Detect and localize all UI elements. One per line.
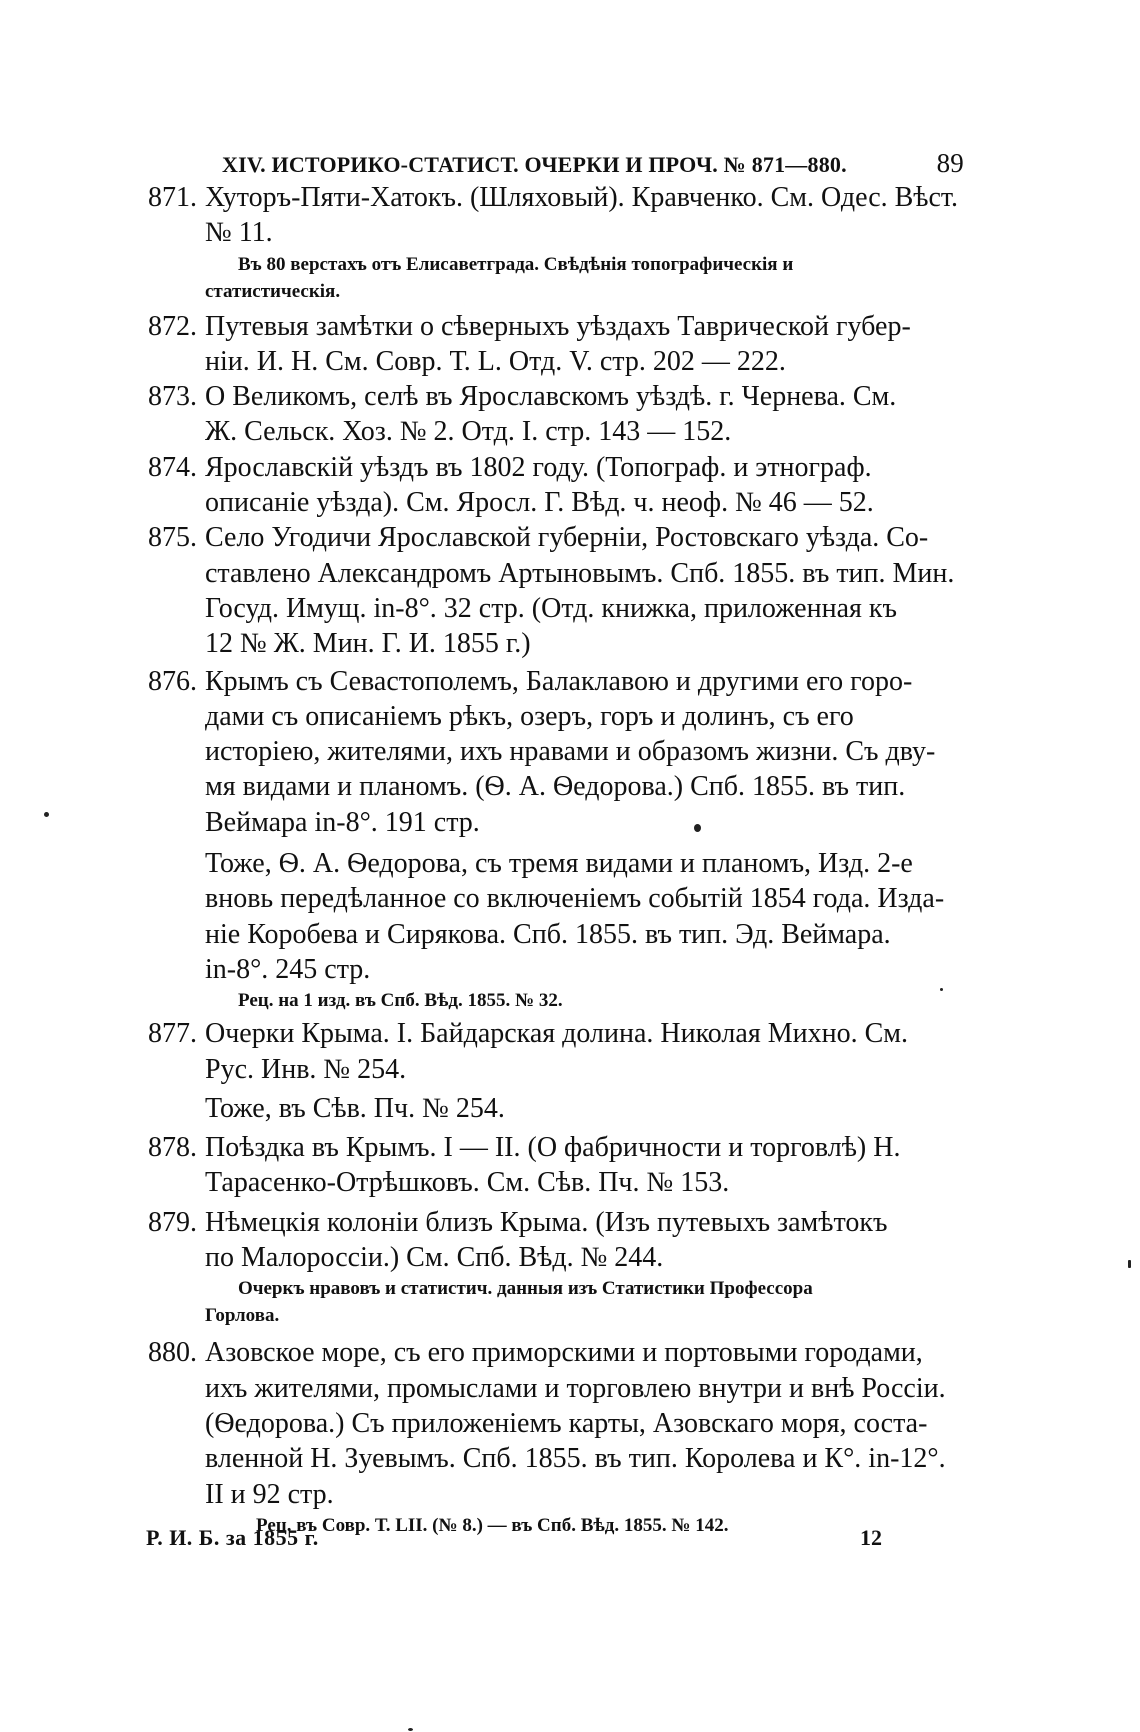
entry-line: по Малороссіи.) См. Спб. Вѣд. № 244.: [205, 1242, 664, 1274]
entry-line: дами съ описаніемъ рѣкъ, озеръ, горъ и долинъ, съ его: [205, 700, 854, 732]
entry-line: ихъ жителями, промыслами и торговлею внутри и внѣ Россіи.: [205, 1372, 946, 1404]
entry-873: [0, 379, 1140, 450]
entry-number: 872.: [148, 310, 197, 342]
entry-number: 879.: [148, 1206, 197, 1238]
entry-number: 878.: [148, 1132, 197, 1164]
running-header: [222, 146, 964, 182]
entry-line: Рус. Инв. № 254.: [205, 1053, 407, 1085]
entry-number: 876.: [148, 665, 197, 697]
entry-subline: вновь передѣланное со включеніемъ событій 1854 года. Изда-: [205, 883, 945, 915]
entry-subline: Тоже, Ѳ. А. Ѳедорова, съ тремя видами и планомъ, Изд. 2-е: [205, 848, 913, 880]
footer-sheet-number: 12: [860, 1525, 882, 1550]
entry-number: 877.: [148, 1018, 197, 1050]
page-number: 89: [936, 148, 964, 178]
entry-note: Рец. въ Совр. Т. LII. (№ 8.) — въ Спб. Вѣд. 1855. № 142.: [256, 1514, 729, 1536]
print-speck: [1128, 1260, 1131, 1268]
entries-list: [0, 180, 1140, 1539]
entry-879: [0, 1205, 1140, 1330]
footer-signature: Р. И. Б. за 1855 г.: [146, 1525, 319, 1550]
entry-line: исторіею, жителями, ихъ нравами и образомъ жизни. Съ дву-: [205, 736, 936, 768]
entry-line: Веймара in-8°. 191 стр.: [205, 806, 480, 838]
print-speck: [408, 1728, 413, 1731]
entry-note: Въ 80 верстахъ отъ Елисаветграда. Свѣдѣнія топографическія и: [238, 253, 794, 275]
entry-line: Крымъ съ Севастополемъ, Балаклавою и другими его горо-: [205, 665, 913, 697]
entry-subline: Тоже, въ Сѣв. Пч. № 254.: [205, 1092, 505, 1124]
entry-line: Ж. Сельск. Хоз. № 2. Отд. I. стр. 143 — 152.: [205, 416, 732, 448]
print-speck: [694, 824, 701, 832]
entry-876: [0, 664, 1140, 1015]
entry-line: описаніе уѣзда). См. Яросл. Г. Вѣд. ч. неоф. № 46 — 52.: [205, 487, 874, 519]
entry-line: Ярославскій уѣздъ въ 1802 году. (Топограф. и этнограф.: [205, 451, 872, 483]
entry-note: статистическія.: [205, 280, 341, 302]
entry-number: 871.: [148, 182, 197, 213]
entry-number: 874.: [148, 451, 197, 483]
entry-line: Поѣздка въ Крымъ. I — II. (О фабричности и торговлѣ) Н.: [205, 1132, 901, 1164]
entry-number: 873.: [148, 381, 197, 413]
entry-line: Нѣмецкія колоніи близъ Крыма. (Изъ путевыхъ замѣтокъ: [205, 1206, 888, 1238]
entry-line: II и 92 стр.: [205, 1478, 334, 1510]
entry-line: Очерки Крыма. I. Байдарская долина. Николая Михно. См.: [205, 1018, 908, 1050]
entry-880: [0, 1335, 1140, 1538]
entry-line: мя видами и планомъ. (Ѳ. А. Ѳедорова.) Спб. 1855. въ тип.: [205, 771, 906, 803]
entry-number: 880.: [148, 1337, 197, 1369]
entry-note: Горлова.: [205, 1305, 280, 1327]
entry-line: № 11.: [205, 217, 273, 249]
entry-line: Тарасенко-Отрѣшковъ. См. Сѣв. Пч. № 153.: [205, 1167, 730, 1199]
entry-line: ставлено Александромъ Артыновымъ. Спб. 1855. въ тип. Мин.: [205, 557, 955, 589]
entry-877: [0, 1016, 1140, 1126]
entry-line: 12 № Ж. Мин. Г. И. 1855 г.): [205, 628, 531, 660]
entry-line: Хуторъ-Пяти-Хатокъ. (Шляховый). Кравченко. См. Одес. Вѣст.: [205, 182, 959, 213]
entry-subline: in-8°. 245 стр.: [205, 953, 371, 985]
entry-line: ніи. И. Н. См. Совр. Т. L. Отд. V. стр. 202 — 222.: [205, 345, 786, 377]
entry-871: [0, 180, 1140, 305]
entry-line: Азовское море, съ его приморскими и портовыми городами,: [205, 1337, 923, 1369]
entry-874: [0, 450, 1140, 521]
print-speck: [44, 812, 49, 817]
print-speck: [940, 988, 943, 991]
running-title: XIV. ИСТОРИКО-СТАТИСТ. ОЧЕРКИ И ПРОЧ. № 871—880.: [222, 152, 847, 177]
entry-line: (Ѳедорова.) Съ приложеніемъ карты, Азовскаго моря, соста-: [205, 1407, 928, 1439]
entry-878: [0, 1130, 1140, 1201]
entry-line: Село Угодичи Ярославской губерніи, Ростовскаго уѣзда. Со-: [205, 522, 929, 554]
entry-line: О Великомъ, селѣ въ Ярославскомъ уѣздѣ. г. Чернева. См.: [205, 381, 897, 413]
entry-note: Очеркъ нравовъ и статистич. данныя изъ Статистики Профессора: [238, 1278, 813, 1300]
entry-line: Госуд. Имущ. in-8°. 32 стр. (Отд. книжка, приложенная къ: [205, 592, 897, 624]
entry-875: [0, 520, 1140, 661]
entry-number: 875.: [148, 522, 197, 554]
entry-872: [0, 309, 1140, 380]
entry-line: Путевыя замѣтки о сѣверныхъ уѣздахъ Таврической губер-: [205, 310, 911, 342]
entry-subline: ніе Коробева и Сирякова. Спб. 1855. въ тип. Эд. Веймара.: [205, 918, 891, 950]
entry-note: Рец. на 1 изд. въ Спб. Вѣд. 1855. № 32.: [238, 990, 563, 1012]
entry-line: вленной Н. Зуевымъ. Спб. 1855. въ тип. Королева и К°. in-12°.: [205, 1443, 946, 1475]
